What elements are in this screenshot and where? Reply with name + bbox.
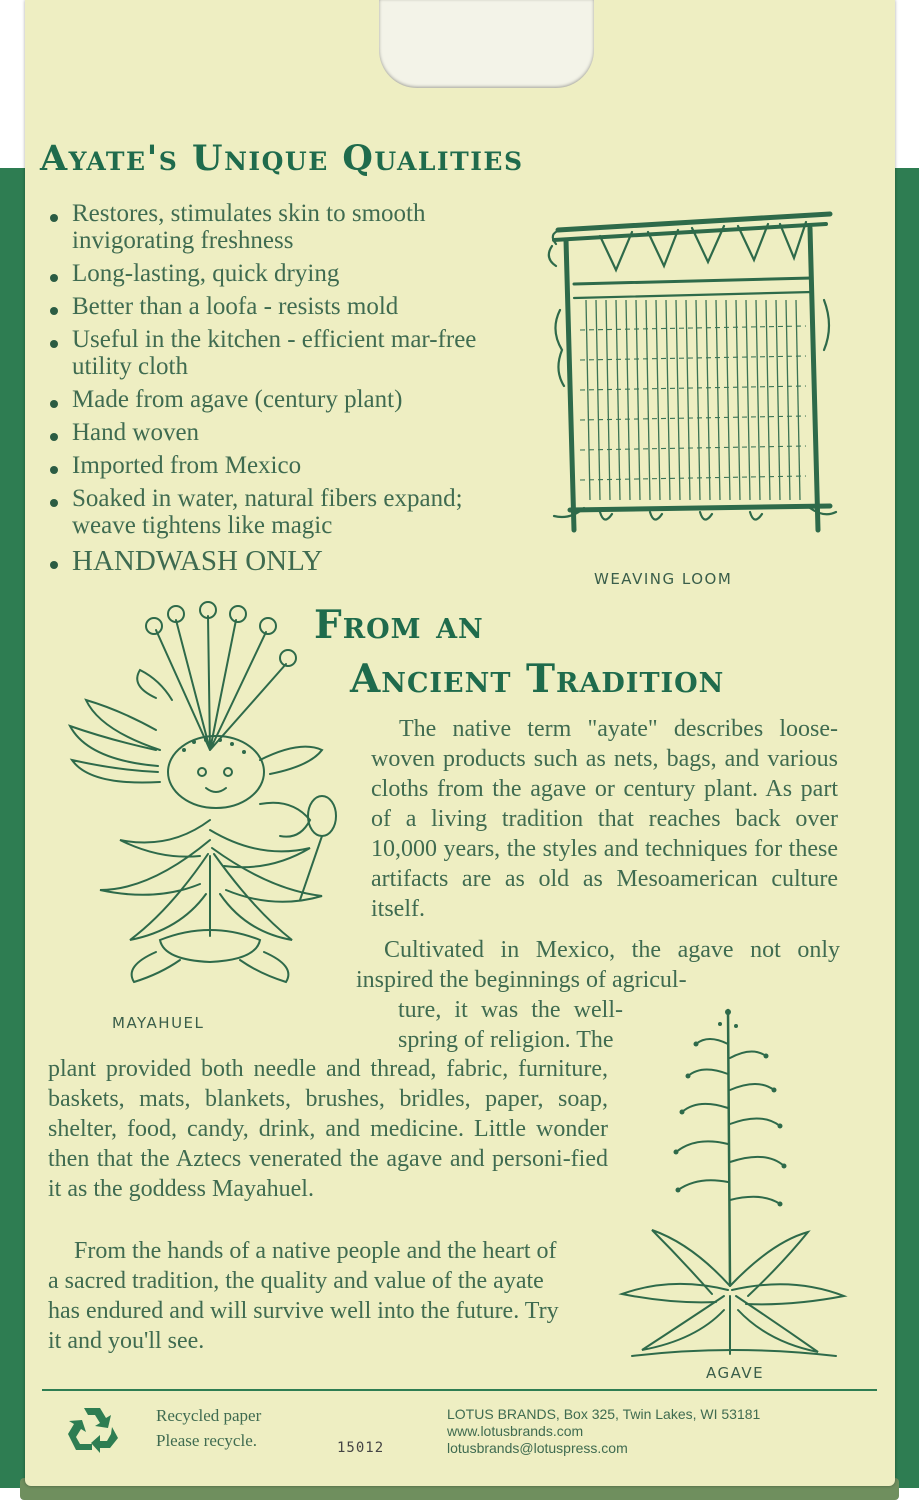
bullet-icon xyxy=(50,466,58,474)
recycle-line-2: Please recycle. xyxy=(156,1431,257,1450)
footer-divider xyxy=(42,1389,877,1391)
agave-caption: AGAVE xyxy=(706,1364,765,1382)
list-item: Hand woven xyxy=(46,419,516,446)
loom-caption: WEAVING LOOM xyxy=(594,570,733,588)
bullet-icon xyxy=(50,561,58,569)
tradition-heading-line1: From an xyxy=(314,602,484,648)
tradition-heading-line2: Ancient Tradition xyxy=(350,656,725,702)
paragraph-ayate-term: The native term "ayate" describes loose-woven products such as nets, bags, and various cloths from the agave or century plant. As part of a living tradition that reaches back over 10,000 years, the styles and techniques for these artifacts are as old as Mesoamerican culture itself. xyxy=(371,716,838,922)
list-item: Restores, stimulates skin to smooth invigorating freshness xyxy=(46,200,516,254)
paragraph-cultivated-start: Cultivated in Mexico, the agave not only inspired the beginnings of agricul- xyxy=(356,937,840,993)
bullet-icon xyxy=(50,433,58,441)
list-item: Useful in the kitchen - efficient mar-free utility cloth xyxy=(46,326,516,380)
list-item: Imported from Mexico xyxy=(46,452,516,479)
list-item: Soaked in water, natural fibers expand; weave tightens like magic xyxy=(46,485,516,539)
recycle-line-1: Recycled paper xyxy=(156,1406,262,1425)
address-line: LOTUS BRANDS, Box 325, Twin Lakes, WI 53181 xyxy=(447,1406,761,1422)
website-link[interactable]: www.lotusbrands.com xyxy=(447,1423,584,1439)
lot-number: 15012 xyxy=(337,1440,385,1456)
hang-tab-cutout xyxy=(379,0,594,88)
company-address xyxy=(447,1406,760,1457)
recycle-text xyxy=(156,1403,261,1453)
recycle-icon xyxy=(64,1404,120,1454)
paragraph-from-the-hands: From the hands of a native people and the heart of a sacred tradition, the quality and value of the ayate has endured and will survive well into the future. Try it and you'll see. xyxy=(48,1238,559,1354)
list-item: Better than a loofa - resists mold xyxy=(46,293,516,320)
loom-illustration xyxy=(540,200,840,545)
mayahuel-caption: MAYAHUEL xyxy=(112,1014,205,1032)
qualities-list xyxy=(46,200,516,583)
list-item: Made from agave (century plant) xyxy=(46,386,516,413)
list-item: Long-lasting, quick drying xyxy=(46,260,516,287)
tradition-heading xyxy=(290,598,860,706)
paragraph-cultivated-end: plant provided both needle and thread, fabric, furniture, baskets, mats, blankets, brushes, bridles, paper, soap, shelter, food, candy, drink, and medicine. Little wonder then that the Aztecs venerated the agave and personi-fied it as the goddess Mayahuel. xyxy=(48,1056,608,1202)
bullet-icon xyxy=(50,307,58,315)
qualities-heading: Ayate's Unique Qualities xyxy=(40,138,524,179)
bullet-icon xyxy=(50,400,58,408)
paragraph-cultivated-middle: ture, it was the well-spring of religion. The xyxy=(398,997,623,1053)
mayahuel-illustration xyxy=(60,590,360,1000)
bullet-icon xyxy=(50,340,58,348)
email-link[interactable]: lotusbrands@lotuspress.com xyxy=(447,1440,628,1456)
bullet-icon xyxy=(50,274,58,282)
list-item-handwash: HANDWASH ONLY xyxy=(46,545,516,577)
bullet-icon xyxy=(50,499,58,507)
bullet-icon xyxy=(50,214,58,222)
agave-illustration xyxy=(612,1004,852,1370)
